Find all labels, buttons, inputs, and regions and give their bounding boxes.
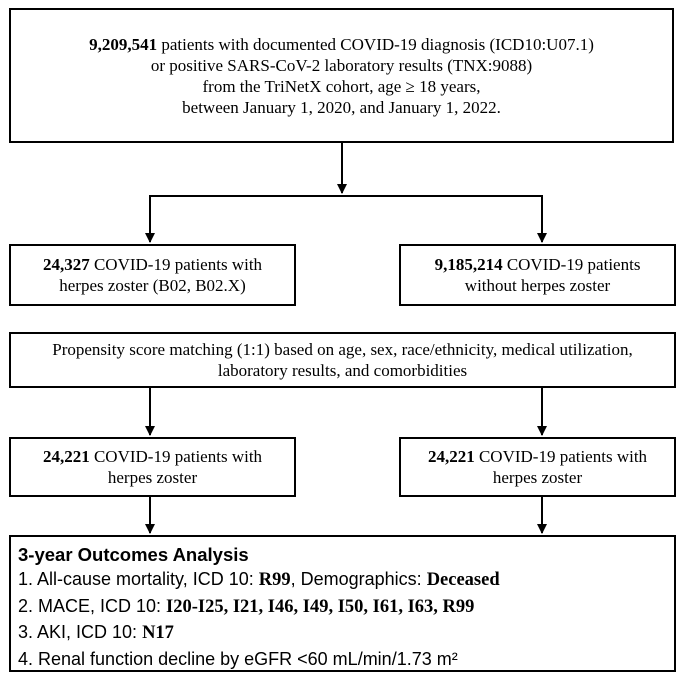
outcomes-title: 3-year Outcomes Analysis xyxy=(18,544,249,565)
cohort-line-4: between January 1, 2020, and January 1, 2022. xyxy=(182,97,501,117)
cohort-line-3: from the TriNetX cohort, age ≥ 18 years, xyxy=(202,76,481,96)
no-hz-count: 9,185,214 xyxy=(434,255,503,274)
matched-hz-group-box: 24,221 COVID-19 patients with herpes zoster xyxy=(9,437,296,497)
cohort-count: 9,209,541 xyxy=(89,34,158,54)
outcome-item-mace: 2. MACE, ICD 10: I20-I25, I21, I46, I49, I50, I61, I63, R99 xyxy=(18,595,475,617)
outcome-item-aki: 3. AKI, ICD 10: N17 xyxy=(18,622,174,643)
matched-control-group-box: 24,221 COVID-19 patients with herpes zoster xyxy=(399,437,676,497)
cohort-box xyxy=(9,8,674,143)
propensity-matching-box: Propensity score matching (1:1) based on age, sex, race/ethnicity, medical utilization, laboratory results, and comorbidities xyxy=(9,332,676,388)
outcome-item-renal: 4. Renal function decline by eGFR <60 mL/min/1.73 m² xyxy=(18,648,458,669)
no-herpes-zoster-group-box: 9,185,214 COVID-19 patients without herpes zoster xyxy=(399,244,676,306)
outcomes-analysis-box xyxy=(9,535,676,672)
cohort-line-2: or positive SARS-CoV-2 laboratory results (TNX:9088) xyxy=(150,55,533,75)
matched-right-count: 24,221 xyxy=(427,447,475,466)
outcome-item-mortality: 1. All-cause mortality, ICD 10: R99, Demographics: Deceased xyxy=(18,569,500,590)
cohort-line-1: 9,209,541 patients with documented COVID-19 diagnosis (ICD10:U07.1) xyxy=(89,34,594,54)
matched-left-count: 24,221 xyxy=(42,447,90,466)
hz-count: 24,327 xyxy=(42,255,90,274)
herpes-zoster-group-box: 24,327 COVID-19 patients with herpes zoster (B02, B02.X) xyxy=(9,244,296,306)
